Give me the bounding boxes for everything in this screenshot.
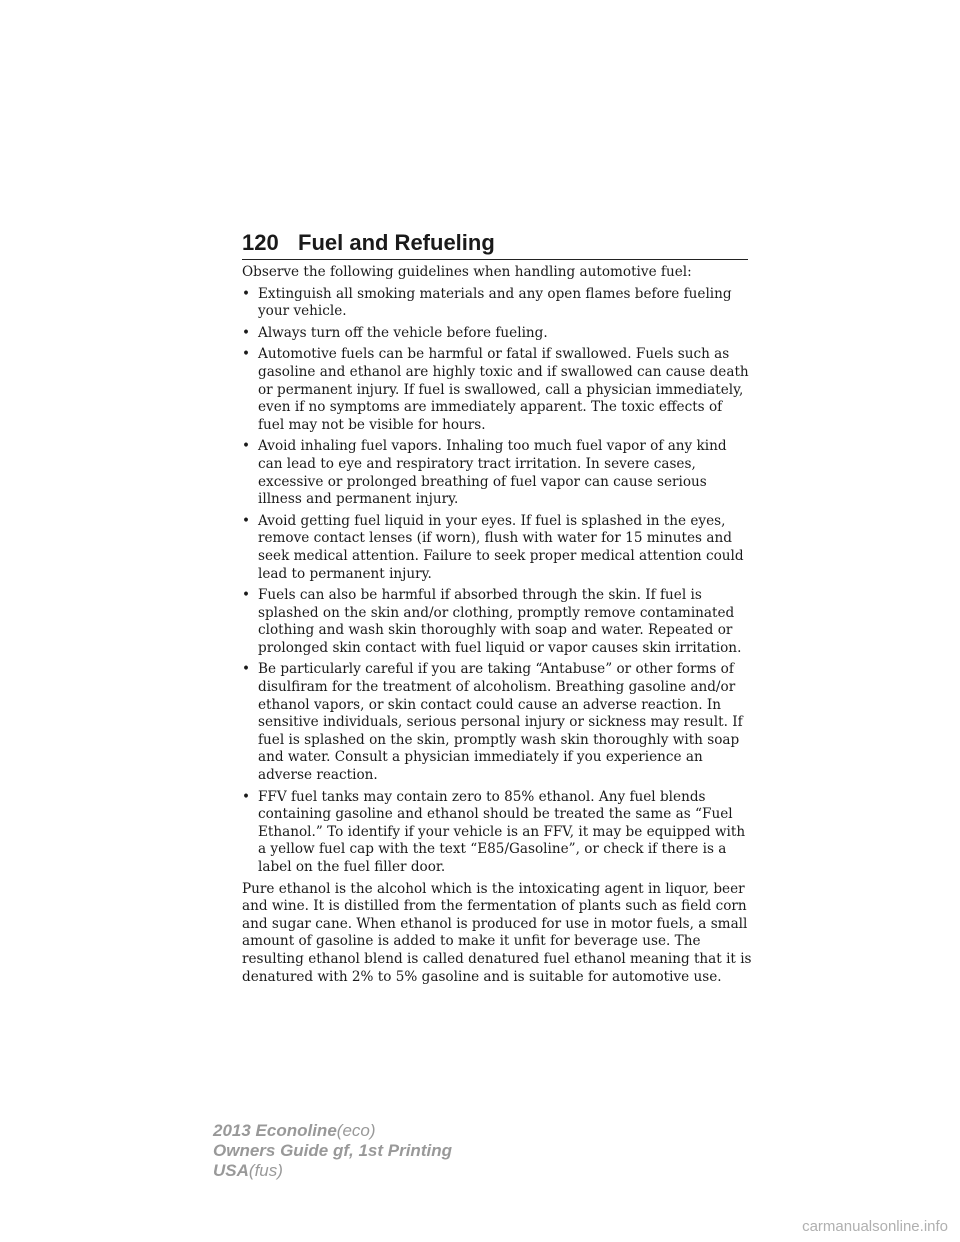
list-item <box>242 661 752 784</box>
chapter-title: Fuel and Refueling <box>298 230 495 255</box>
page-number: 120 <box>242 230 279 255</box>
bullet-icon: • <box>242 661 251 678</box>
list-item <box>242 325 752 343</box>
bullet-icon: • <box>242 346 251 363</box>
intro-paragraph: Observe the following guidelines when handling automotive fuel: <box>242 264 692 280</box>
footer-line-model <box>213 1121 452 1141</box>
print-footer <box>213 1121 452 1181</box>
closing-paragraph: Pure ethanol is the alcohol which is the intoxicating agent in liquor, beer and wine. It is distilled from the fermentation of plants such as field corn and sugar cane. When ethanol is produced for use in motor fuels, a small amount of gasoline is added to make it unfit for beverage use. The resulting ethanol blend is called denatured fuel ethanol meaning that it is denatured with 2% to 5% gasoline and is suitable for automotive use. <box>242 880 752 985</box>
list-item <box>242 286 752 321</box>
list-item-text: Always turn off the vehicle before fueling. <box>258 324 548 341</box>
page-body <box>242 264 752 990</box>
page-header <box>242 229 748 260</box>
list-item <box>242 438 752 508</box>
list-item-text: Extinguish all smoking materials and any open flames before fueling your vehicle. <box>258 285 732 320</box>
list-item <box>242 346 752 434</box>
list-item-text: FFV fuel tanks may contain zero to 85% ethanol. Any fuel blends containing gasoline and ethanol should be treated the same as “Fuel Ethanol.” To identify if your vehicle is an FFV, it may be equipped with a yellow fuel cap with the text “E85/Gasoline”, or check if there is a label on the fuel filler door. <box>258 788 746 875</box>
footer-line-market <box>213 1161 452 1181</box>
bullet-icon: • <box>242 324 251 341</box>
list-item-text: Avoid getting fuel liquid in your eyes. If fuel is splashed in the eyes, remove contact lenses (if worn), flush with water for 15 minutes and seek medical attention. Failure to seek proper medical attention could lead to permanent injury. <box>258 512 744 582</box>
bullet-icon: • <box>242 438 251 455</box>
bullet-icon: • <box>242 512 251 529</box>
footer-line-guide: Owners Guide gf, 1st Printing <box>213 1141 452 1160</box>
footer-market: USA <box>213 1161 249 1180</box>
list-item-text: Avoid inhaling fuel vapors. Inhaling too much fuel vapor of any kind can lead to eye and respiratory tract irritation. In severe cases, excessive or prolonged breathing of fuel vapor can cause serious illness and permanent injury. <box>258 438 727 508</box>
list-item <box>242 789 752 877</box>
list-item-text: Fuels can also be harmful if absorbed through the skin. If fuel is splashed on the skin and/or clothing, promptly remove contaminated clothing and wash skin thoroughly with soap and water. Repeated or prolonged skin contact with fuel liquid or vapor causes skin irritation. <box>258 587 742 656</box>
footer-model: 2013 Econoline <box>213 1121 337 1140</box>
bullet-icon: • <box>242 587 251 604</box>
bullet-icon: • <box>242 788 251 805</box>
watermark: carmanualsonline.info <box>802 1218 948 1235</box>
footer-model-code: (eco) <box>336 1121 376 1140</box>
bullet-icon: • <box>242 285 251 302</box>
list-item-text: Be particularly careful if you are taking “Antabuse” or other forms of disulfiram for the treatment of alcoholism. Breathing gasoline and/or ethanol vapors, or skin contact could cause an adverse reaction. In sensitive individuals, serious personal injury or sickness may result. If fuel is splashed on the skin, promptly wash skin thoroughly with soap and water. Consult a physician immediately if you experience an adverse reaction. <box>258 661 743 784</box>
list-item <box>242 587 752 657</box>
footer-market-code: (fus) <box>248 1161 283 1180</box>
list-item <box>242 513 752 583</box>
list-item-text: Automotive fuels can be harmful or fatal if swallowed. Fuels such as gasoline and ethanol are highly toxic and if swallowed can cause death or permanent injury. If fuel is swallowed, call a physician immediately, even if no symptoms are immediately apparent. The toxic effects of fuel may not be visible for hours. <box>258 346 749 433</box>
guidelines-list <box>242 286 752 877</box>
